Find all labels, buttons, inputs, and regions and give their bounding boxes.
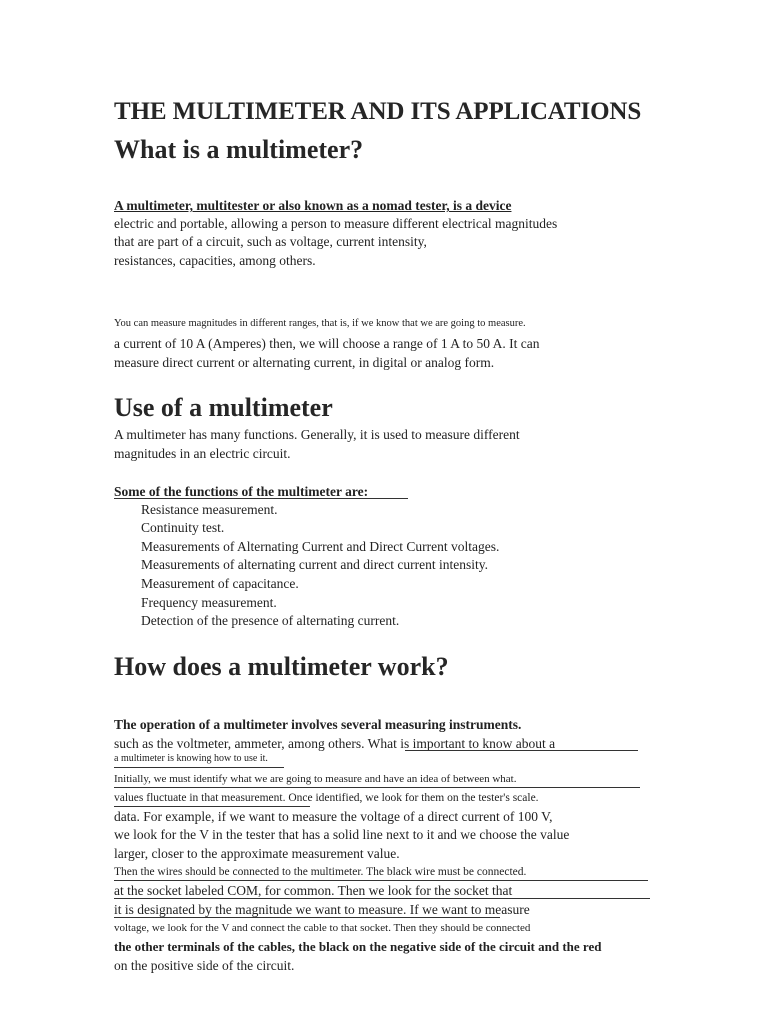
- work-line-13: the other terminals of the cables, the black on the negative side of the circuit and the red: [114, 939, 602, 954]
- work-line-10: at the socket labeled COM, for common. Then we look for the socket that: [114, 883, 513, 898]
- functions-list-title: Some of the functions of the multimeter are:: [114, 484, 369, 499]
- work-line-4: Initially, we must identify what we are going to measure and have an idea of between what.: [114, 773, 517, 785]
- list-item-text: Frequency measurement.: [141, 595, 277, 610]
- document-title: THE MULTIMETER AND ITS APPLICATIONS: [114, 98, 642, 125]
- use-line-1: A multimeter has many functions. Generally, it is used to measure different: [114, 427, 520, 442]
- section-heading-use: Use of a multimeter: [114, 393, 333, 422]
- list-item: [137, 575, 299, 593]
- work-line-8: larger, closer to the approximate measurement value.: [114, 846, 400, 861]
- ranges-small-line: You can measure magnitudes in different ranges, that is, if we know that we are going to measure.: [114, 318, 526, 329]
- list-item-text: Continuity test.: [141, 520, 225, 535]
- work-line-9: Then the wires should be connected to the multimeter. The black wire must be connected.: [114, 866, 527, 878]
- section-heading-how-works: How does a multimeter work?: [114, 652, 449, 681]
- work-line-1: The operation of a multimeter involves several measuring instruments.: [114, 717, 522, 732]
- work-line-12: voltage, we look for the V and connect the cable to that socket. Then they should be connected: [114, 922, 531, 934]
- ranges-line-1: a current of 10 A (Amperes) then, we will choose a range of 1 A to 50 A. It can: [114, 336, 540, 351]
- work-line-7: we look for the V in the tester that has a solid line next to it and we choose the value: [114, 827, 570, 842]
- text-underline: [114, 917, 500, 918]
- list-item-text: Measurements of Alternating Current and Direct Current voltages.: [141, 539, 500, 554]
- work-line-14: on the positive side of the circuit.: [114, 958, 295, 973]
- list-title-underline: [114, 498, 408, 499]
- list-item-text: Measurements of alternating current and direct current intensity.: [141, 557, 488, 572]
- work-line-2: such as the voltmeter, ammeter, among others. What is important to know about a: [114, 736, 556, 751]
- list-item: [137, 594, 277, 612]
- text-underline: [114, 787, 640, 788]
- work-line-6: data. For example, if we want to measure the voltage of a direct current of 100 V,: [114, 809, 553, 824]
- text-underline: [114, 767, 284, 768]
- work-line-3: a multimeter is knowing how to use it.: [114, 753, 268, 764]
- list-item-text: Detection of the presence of alternating current.: [141, 613, 400, 628]
- definition-line-3: that are part of a circuit, such as voltage, current intensity,: [114, 234, 427, 249]
- work-line-11: it is designated by the magnitude we want to measure. If we want to measure: [114, 902, 530, 917]
- text-underline: [114, 898, 650, 899]
- work-line-5: values fluctuate in that measurement. Once identified, we look for them on the tester's scale.: [114, 792, 539, 804]
- list-item: [137, 519, 224, 537]
- text-underline: [114, 806, 310, 807]
- list-item: [137, 538, 499, 556]
- list-item-text: Measurement of capacitance.: [141, 576, 299, 591]
- use-line-2: magnitudes in an electric circuit.: [114, 446, 291, 461]
- ranges-line-2: measure direct current or alternating current, in digital or analog form.: [114, 355, 495, 370]
- list-item-text: Resistance measurement.: [141, 502, 278, 517]
- list-item: [137, 612, 399, 630]
- text-underline: [114, 880, 648, 881]
- list-item: [137, 556, 488, 574]
- definition-line-4: resistances, capacities, among others.: [114, 253, 316, 268]
- section-heading-what-is: What is a multimeter?: [114, 135, 364, 164]
- text-underline: [405, 750, 638, 751]
- definition-line-2: electric and portable, allowing a person to measure different electrical magnitudes: [114, 216, 558, 231]
- definition-line-1: A multimeter, multitester or also known as a nomad tester, is a device: [114, 198, 512, 213]
- list-item: [137, 501, 277, 519]
